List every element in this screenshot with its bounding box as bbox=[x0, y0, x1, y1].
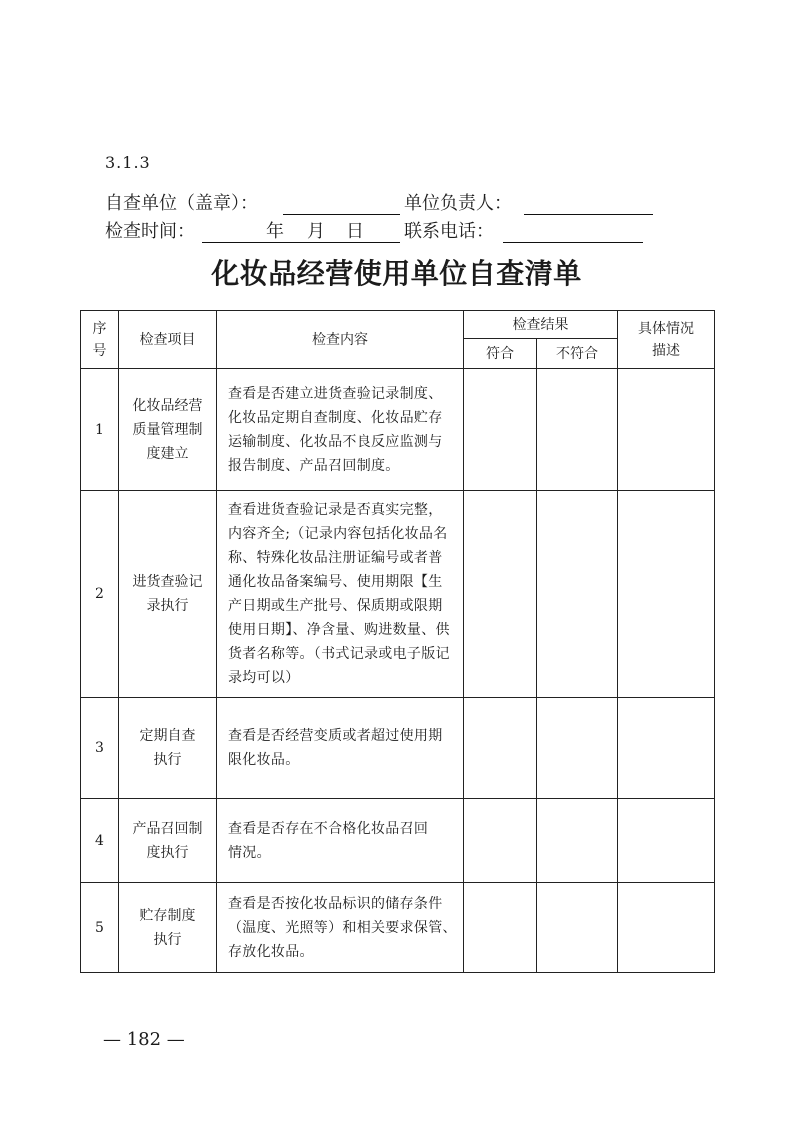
row-content-line: 查看是否经营变质或者超过使用期 bbox=[228, 728, 443, 744]
date-blank-line bbox=[202, 221, 400, 243]
row-content-line: 产日期或生产批号、保质期或限期 bbox=[228, 598, 443, 614]
row-content bbox=[217, 698, 464, 799]
document-title: 化妆品经营使用单位自查清单 bbox=[211, 257, 582, 290]
row-seq: 5 bbox=[81, 883, 119, 973]
row-item-line: 产品召回制 bbox=[132, 820, 203, 837]
row-content-line: 内容齐全;（记录内容包括化妆品名 bbox=[228, 526, 448, 542]
table-row bbox=[81, 369, 715, 491]
row-item-line: 度建立 bbox=[146, 445, 189, 462]
row-content bbox=[217, 491, 464, 698]
header-result-fail: 不符合 bbox=[537, 339, 618, 369]
row-result-fail-cell bbox=[537, 799, 618, 883]
date-label: 检查时间： bbox=[105, 221, 195, 242]
row-content-line: 运输制度、化妆品不良反应监测与 bbox=[228, 433, 443, 450]
row-result-fail-cell bbox=[537, 491, 618, 698]
row-content bbox=[217, 883, 464, 973]
header-seq bbox=[81, 311, 119, 369]
date-month-char: 月 bbox=[307, 221, 325, 242]
row-content-line: 录均可以） bbox=[228, 670, 300, 686]
row-result-fail-cell bbox=[537, 369, 618, 491]
row-detail-cell bbox=[618, 491, 715, 698]
row-item-line: 执行 bbox=[153, 752, 182, 768]
row-content bbox=[217, 369, 464, 491]
row-content-line: 通化妆品备案编号、使用期限【生 bbox=[228, 574, 443, 590]
table-header-row bbox=[81, 311, 715, 339]
row-seq: 2 bbox=[81, 491, 119, 698]
phone-label: 联系电话： bbox=[404, 221, 494, 242]
row-item-line: 化妆品经营 bbox=[132, 397, 203, 414]
row-content-line: 查看是否建立进货查验记录制度、 bbox=[228, 385, 443, 402]
header-seq-line: 号 bbox=[92, 342, 107, 359]
header-detail-line: 具体情况 bbox=[638, 320, 694, 337]
header-seq-line: 序 bbox=[92, 320, 107, 337]
section-number: 3.1.3 bbox=[105, 153, 151, 172]
row-content-line: 货者名称等。（书式记录或电子版记 bbox=[228, 646, 450, 662]
header-result-pass: 符合 bbox=[464, 339, 537, 369]
row-seq: 1 bbox=[81, 369, 119, 491]
row-result-fail-cell bbox=[537, 883, 618, 973]
responsible-label: 单位负责人： bbox=[404, 193, 512, 214]
row-item-line: 定期自查 bbox=[139, 728, 196, 744]
row-result-pass-cell bbox=[464, 369, 537, 491]
row-result-fail-cell bbox=[537, 698, 618, 799]
row-item-line: 度执行 bbox=[146, 844, 189, 861]
row-detail-cell bbox=[618, 799, 715, 883]
row-item-line: 执行 bbox=[153, 931, 182, 948]
row-content-line: 查看进货查验记录是否真实完整， bbox=[228, 502, 443, 518]
row-content-line: 查看是否按化妆品标识的储存条件 bbox=[228, 895, 443, 912]
header-result: 检查结果 bbox=[464, 311, 618, 339]
row-content-line: 情况。 bbox=[228, 844, 271, 861]
row-content-line: 报告制度、产品召回制度。 bbox=[228, 457, 400, 474]
table-row bbox=[81, 799, 715, 883]
row-content-line: 化妆品定期自查制度、化妆品贮存 bbox=[228, 409, 443, 426]
row-item-line: 进货查验记 bbox=[132, 574, 203, 590]
header-content: 检查内容 bbox=[217, 311, 464, 369]
header-detail-line: 描述 bbox=[652, 342, 680, 359]
row-result-pass-cell bbox=[464, 883, 537, 973]
date-year-char: 年 bbox=[266, 221, 284, 242]
row-detail-cell bbox=[618, 883, 715, 973]
page-number: — 182 — bbox=[103, 1029, 185, 1050]
table-row bbox=[81, 698, 715, 799]
row-detail-cell bbox=[618, 369, 715, 491]
row-item-line: 贮存制度 bbox=[139, 907, 196, 924]
row-content-line: 存放化妆品。 bbox=[228, 943, 314, 960]
row-item bbox=[119, 491, 217, 698]
row-content-line: 限化妆品。 bbox=[228, 752, 300, 768]
table-row bbox=[81, 491, 715, 698]
row-item bbox=[119, 369, 217, 491]
row-content-line: 查看是否存在不合格化妆品召回 bbox=[228, 820, 429, 837]
unit-blank-line bbox=[283, 193, 400, 215]
phone-blank-line bbox=[503, 221, 643, 243]
row-item-line: 录执行 bbox=[146, 598, 189, 614]
row-result-pass-cell bbox=[464, 491, 537, 698]
date-day-char: 日 bbox=[346, 221, 364, 242]
table-row bbox=[81, 883, 715, 973]
row-seq: 3 bbox=[81, 698, 119, 799]
row-item bbox=[119, 883, 217, 973]
row-detail-cell bbox=[618, 698, 715, 799]
row-item-line: 质量管理制 bbox=[132, 421, 203, 438]
row-result-pass-cell bbox=[464, 799, 537, 883]
row-content-line: 使用日期】、净含量、购进数量、供 bbox=[228, 622, 450, 638]
row-content-line: 称、特殊化妆品注册证编号或者普 bbox=[228, 550, 443, 566]
header-item: 检查项目 bbox=[119, 311, 217, 369]
unit-label: 自查单位（盖章）： bbox=[105, 193, 258, 214]
header-detail bbox=[618, 311, 715, 369]
row-seq: 4 bbox=[81, 799, 119, 883]
row-content bbox=[217, 799, 464, 883]
row-item bbox=[119, 698, 217, 799]
checklist-table bbox=[80, 310, 715, 973]
responsible-blank-line bbox=[524, 193, 653, 215]
row-content-line: （温度、光照等）和相关要求保管、 bbox=[228, 919, 457, 936]
row-result-pass-cell bbox=[464, 698, 537, 799]
row-item bbox=[119, 799, 217, 883]
